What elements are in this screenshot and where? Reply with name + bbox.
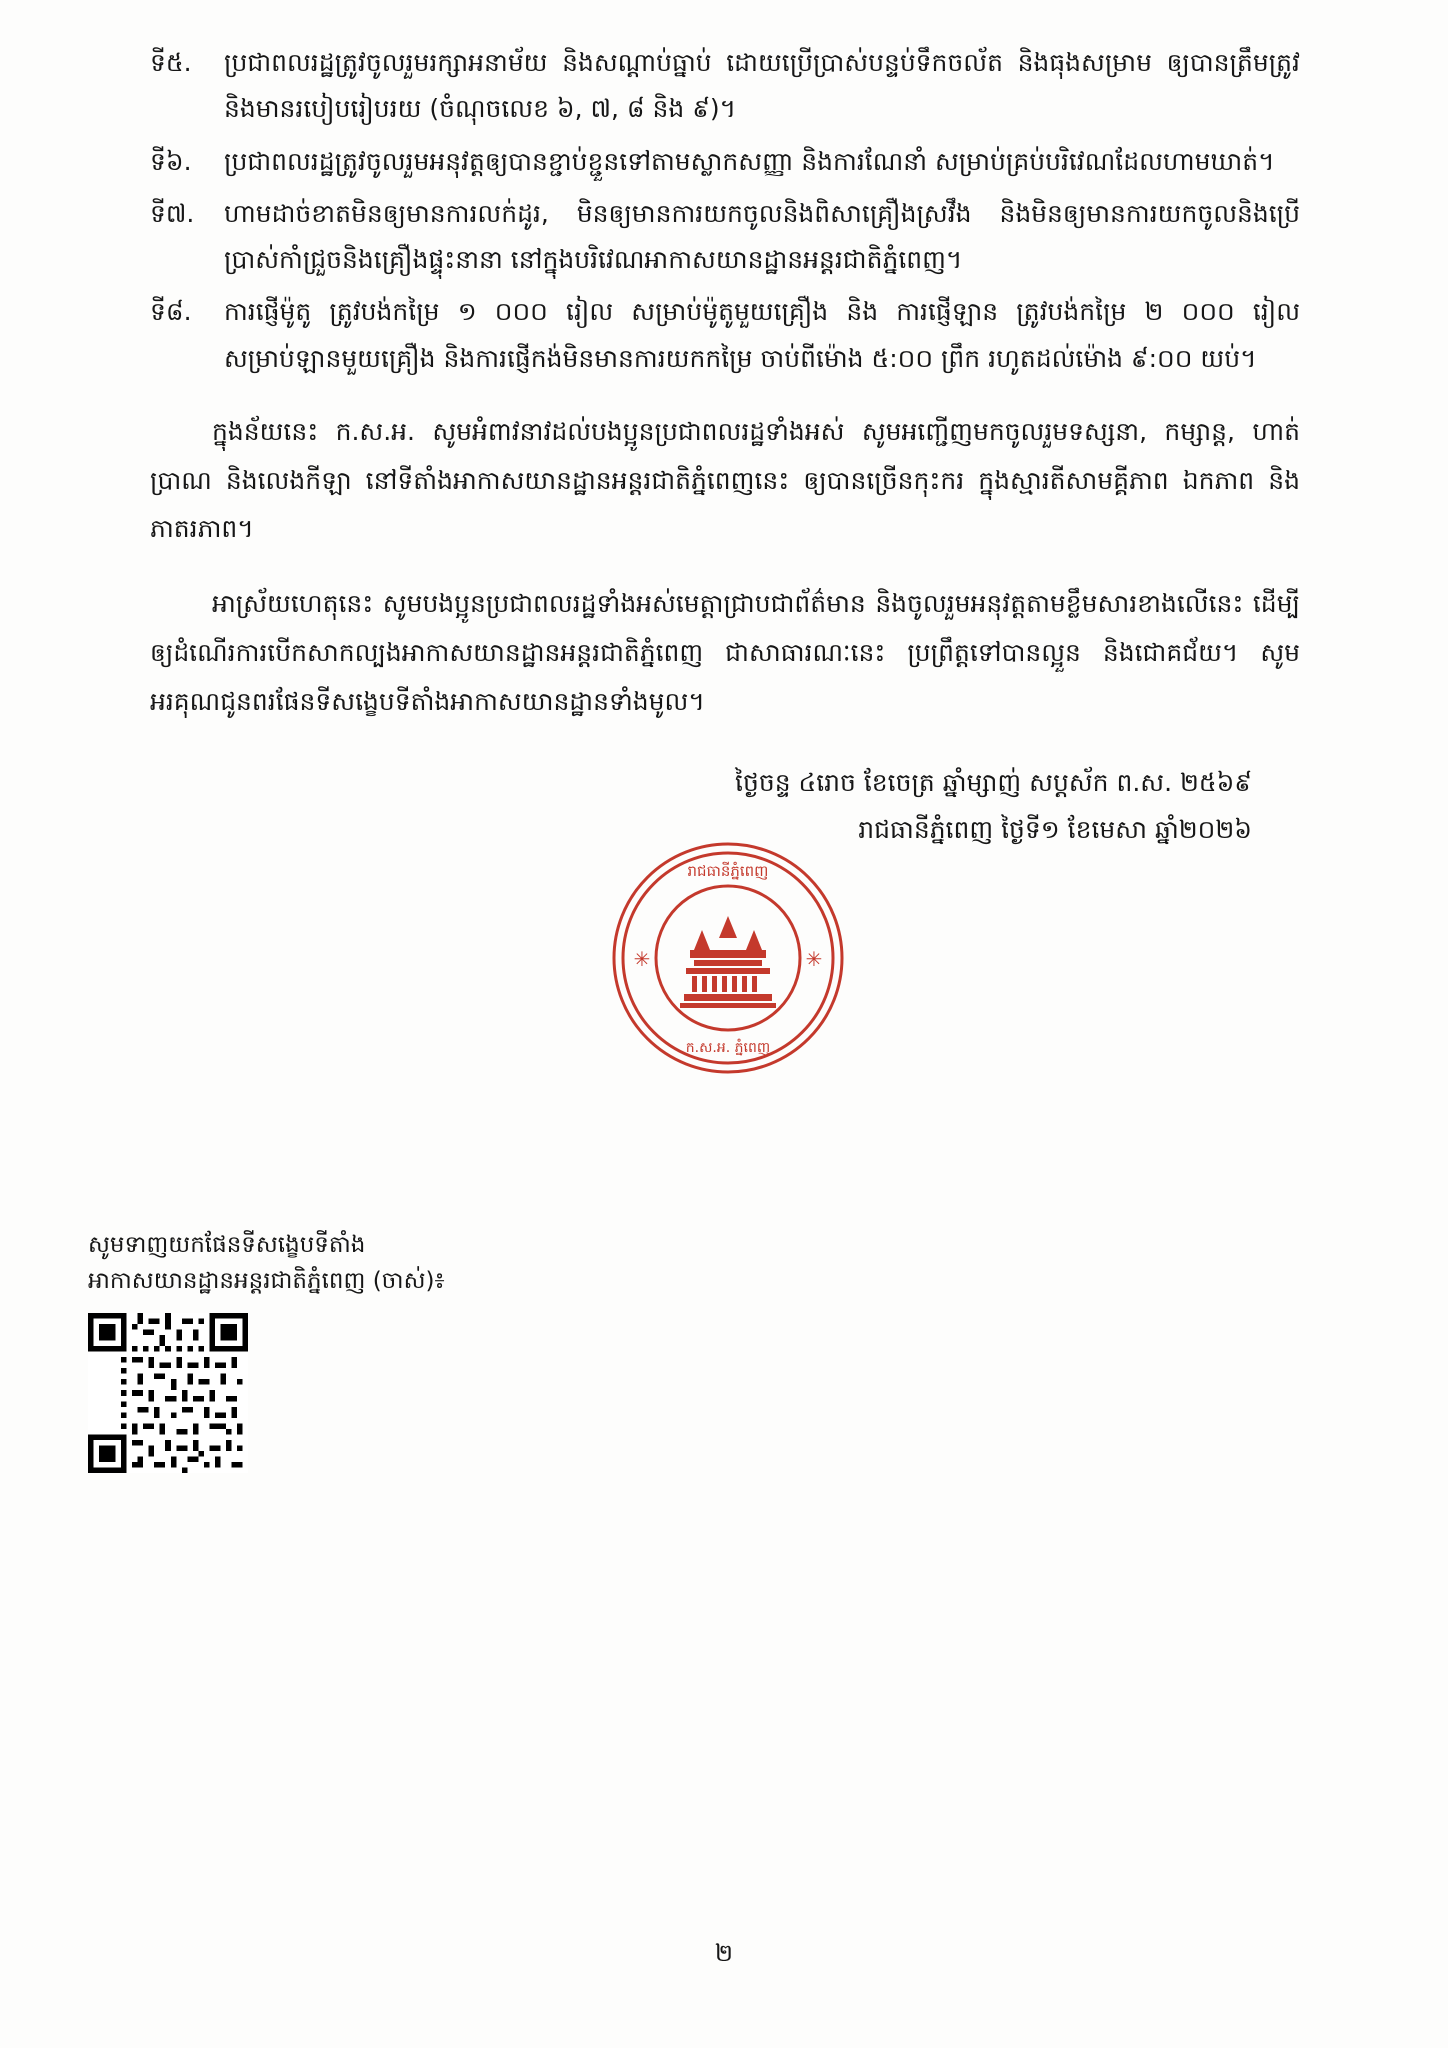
clause-number: ទី៦. — [150, 146, 192, 176]
date-block — [150, 760, 1300, 853]
svg-text:✳: ✳ — [633, 947, 651, 971]
body-paragraph: ក្នុងន័យនេះ ក.ស.អ. សូមអំពាវនាវដល់បងប្អូនប្រជាពលរដ្ឋទាំងអស់ សូមអញ្ជើញមកចូលរួមទស្សនា, កម្សាន្ត, ហាត់ប្រាណ និងលេងកីឡា នៅទីតាំងអាកាសយានដ្ឋានអន្តរជាតិភ្នំពេញនេះ ឲ្យបានច្រើនកុះករ ក្នុងស្មារតីសាមគ្គីភាព ឯកភាព និងភាតរភាព។ — [150, 416, 1300, 544]
svg-text:រាជធានីភ្នំពេញ: រាជធានីភ្នំពេញ — [687, 862, 769, 880]
clause-text: ការផ្ញើម៉ូតូ ត្រូវបង់កម្រៃ ១ ០០០ រៀល សម្រាប់ម៉ូតូមួយគ្រឿង និង ការផ្ញើឡាន ត្រូវបង់កម្រៃ ២ ០០០ រៀល សម្រាប់ឡានមួយគ្រឿង និងការផ្ញើកង់មិនមានការយកកម្រៃ ចាប់ពីម៉ោង ៥:០០ ព្រឹក រហូតដល់ម៉ោង ៩:០០ យប់។ — [224, 297, 1300, 373]
clause-number: ទី៥. — [150, 48, 192, 77]
document-content — [150, 40, 1300, 853]
date-line-gregorian: រាជធានីភ្នំពេញ ថ្ងៃទី១ ខែមេសា ឆ្នាំ២០២៦ — [858, 814, 1252, 844]
body-paragraph: អាស្រ័យហេតុនេះ សូមបងប្អូនប្រជាពលរដ្ឋទាំងអស់មេត្តាជ្រាបជាព័ត៌មាន និងចូលរួមអនុវត្តតាមខ្លឹមសារខាងលើនេះ ដើម្បីឲ្យដំណើរការបើកសាកល្បងអាកាសយានដ្ឋានអន្តរជាតិភ្នំពេញ ជាសាធារណៈនេះ ប្រព្រឹត្តទៅបានល្អួន និងជោគជ័យ។ សូមអរគុណជូនពរផែនទីសង្ខេបទីតាំងអាកាសយានដ្ឋានទាំងមូល។ — [150, 589, 1300, 716]
clause-text: ប្រជាពលរដ្ឋត្រូវចូលរួមអនុវត្តឲ្យបានខ្ជាប់ខ្ជួនទៅតាមស្លាកសញ្ញា និងការណែនាំ សម្រាប់គ្រប់បរិវេណដែលហាមឃាត់។ — [224, 146, 1275, 176]
footer-qr-block — [88, 1228, 788, 1477]
date-line-lunar: ថ្ងៃចន្ទ ៤រោច ខែចេត្រ ឆ្នាំម្សាញ់ សប្តស័ក ព.ស. ២៥៦៩ — [735, 768, 1252, 798]
clause-text: ហាមដាច់ខាតមិនឲ្យមានការលក់ដូរ, មិនឲ្យមានការយកចូលនិងពិសាគ្រឿងស្រវឹង និងមិនឲ្យមានការយកចូលនិងប្រើប្រាស់កាំជ្រួចនិងគ្រឿងផ្ទុះនានា នៅក្នុងបរិវេណអាកាសយានដ្ឋានអន្តរជាតិភ្នំពេញ។ — [224, 198, 1300, 274]
clause-item — [150, 40, 1300, 133]
footer-line-2: អាកាសយានដ្ឋានអន្តរជាតិភ្នំពេញ (ចាស់)៖ — [88, 1267, 445, 1294]
footer-line-1: សូមទាញយកផែនទីសង្ខេបទីតាំង — [88, 1232, 366, 1258]
seal-icon — [608, 838, 848, 1078]
clause-item — [150, 191, 1300, 284]
official-seal — [608, 838, 848, 1078]
clause-text: ប្រជាពលរដ្ឋត្រូវចូលរួមរក្សាអនាម័យ និងសណ្ដាប់ធ្នាប់ ដោយប្រើប្រាស់បន្ទប់ទឹកចល័ត និងធុងសម្រាម ឲ្យបានត្រឹមត្រូវ និងមានរបៀបរៀបរយ (ចំណុចលេខ ៦, ៧, ៨ និង ៩)។ — [224, 48, 1300, 124]
svg-text:✳: ✳ — [805, 947, 823, 971]
clause-item — [150, 139, 1300, 185]
qr-code-icon[interactable] — [88, 1313, 248, 1473]
clause-item — [150, 289, 1300, 382]
clause-number: ទី៧. — [150, 198, 195, 228]
clause-number: ទី៨. — [150, 297, 192, 327]
page-number: ២ — [714, 1939, 734, 1967]
svg-text:ក.ស.អ. ភ្នំពេញ: ក.ស.អ. ភ្នំពេញ — [685, 1040, 771, 1056]
